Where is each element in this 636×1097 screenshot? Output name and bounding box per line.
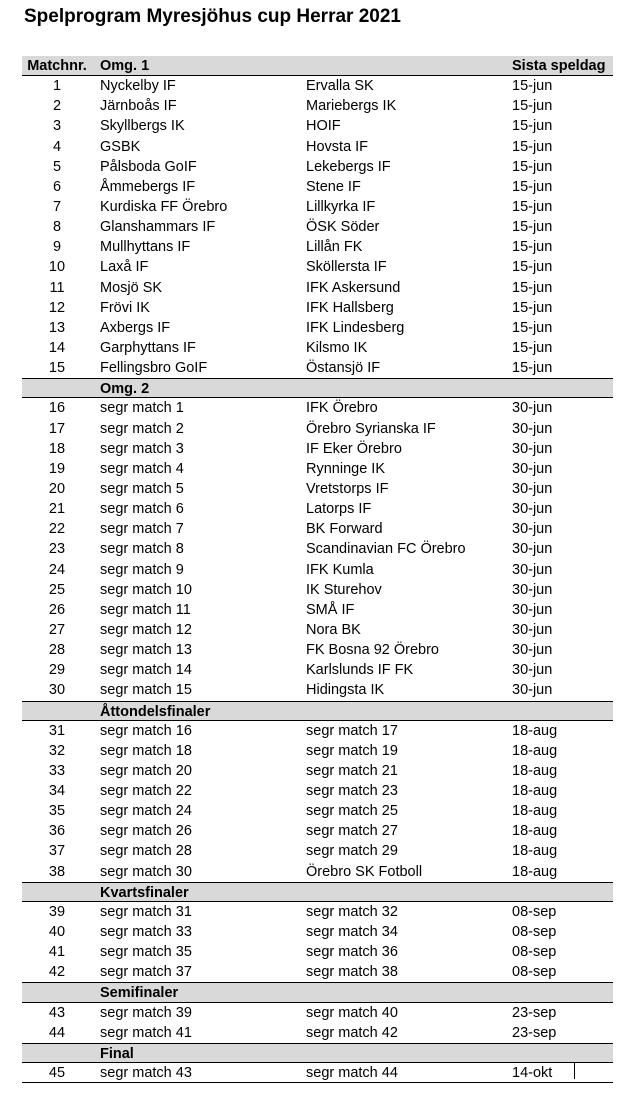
away-team: Hovsta IF — [306, 138, 369, 155]
table-row — [22, 640, 613, 660]
match-number: 37 — [48, 843, 66, 860]
match-number: 19 — [48, 460, 66, 477]
away-team: segr match 21 — [306, 762, 398, 779]
home-team: Skyllbergs IK — [100, 118, 185, 135]
match-number: 38 — [48, 863, 66, 880]
last-play-date: 15-jun — [512, 299, 553, 316]
round-header — [22, 378, 613, 398]
match-number: 35 — [48, 803, 66, 820]
home-team: segr match 43 — [100, 1065, 192, 1082]
last-play-date: 30-jun — [512, 662, 553, 679]
table-row — [22, 580, 613, 600]
home-team: Laxå IF — [100, 259, 149, 276]
match-number: 27 — [48, 621, 66, 638]
table-row — [22, 821, 613, 841]
table-row — [22, 499, 613, 519]
table-row — [22, 660, 613, 680]
table-row — [22, 459, 613, 479]
away-team: SMÅ IF — [306, 601, 355, 618]
home-team: segr match 26 — [100, 823, 192, 840]
home-team: Axbergs IF — [100, 319, 171, 336]
home-team: segr match 15 — [100, 682, 192, 699]
match-number: 21 — [48, 501, 66, 518]
last-play-date: 15-jun — [512, 259, 553, 276]
home-team: segr match 4 — [100, 460, 184, 477]
away-team: segr match 42 — [306, 1024, 398, 1041]
last-play-date: 15-jun — [512, 78, 553, 95]
header-last-day: Sista speldag — [512, 58, 606, 74]
away-team: segr match 23 — [306, 783, 398, 800]
round-header — [22, 1043, 613, 1063]
match-number: 3 — [52, 118, 62, 135]
home-team: segr match 14 — [100, 662, 192, 679]
home-team: segr match 16 — [100, 722, 192, 739]
match-number: 13 — [48, 319, 66, 336]
match-number: 15 — [48, 360, 66, 377]
away-team: Lillkyrka IF — [306, 198, 376, 215]
match-number: 44 — [48, 1024, 66, 1041]
home-team: segr match 30 — [100, 863, 192, 880]
last-play-date: 30-jun — [512, 581, 553, 598]
table-row — [22, 902, 613, 922]
table-row — [22, 318, 613, 338]
match-number: 4 — [52, 138, 62, 155]
match-number: 31 — [48, 722, 66, 739]
away-team: IFK Hallsberg — [306, 299, 394, 316]
last-play-date: 15-jun — [512, 198, 553, 215]
last-play-date: 30-jun — [512, 460, 553, 477]
header-round: Omg. 1 — [100, 58, 150, 74]
table-row — [22, 217, 613, 237]
page-title: Spelprogram Myresjöhus cup Herrar 2021 — [24, 6, 401, 27]
match-number: 41 — [48, 944, 66, 961]
table-row — [22, 781, 613, 801]
last-play-date: 15-jun — [512, 360, 553, 377]
table-row — [22, 922, 613, 942]
away-team: Stene IF — [306, 178, 361, 195]
last-play-date: 30-jun — [512, 601, 553, 618]
home-team: segr match 3 — [100, 440, 184, 457]
away-team: segr match 32 — [306, 903, 398, 920]
round-label: Kvartsfinaler — [100, 884, 189, 901]
away-team: segr match 25 — [306, 803, 398, 820]
table-row — [22, 157, 613, 177]
away-team: ÖSK Söder — [306, 219, 380, 236]
match-number: 7 — [52, 198, 62, 215]
table-row — [22, 479, 613, 499]
match-number: 29 — [48, 662, 66, 679]
away-team: Scandinavian FC Örebro — [306, 541, 466, 558]
last-play-date: 18-aug — [512, 722, 558, 739]
table-row — [22, 358, 613, 378]
away-team: Örebro SK Fotboll — [306, 863, 423, 880]
table-row — [22, 1063, 613, 1083]
last-play-date: 18-aug — [512, 843, 558, 860]
last-play-date: 18-aug — [512, 863, 558, 880]
table-row — [22, 600, 613, 620]
match-number: 14 — [48, 339, 66, 356]
away-team: BK Forward — [306, 521, 383, 538]
table-row — [22, 278, 613, 298]
table-row — [22, 398, 613, 418]
last-play-date: 15-jun — [512, 339, 553, 356]
away-team: Latorps IF — [306, 501, 372, 518]
away-team: segr match 34 — [306, 924, 398, 941]
table-row — [22, 1023, 613, 1043]
match-number: 24 — [48, 561, 66, 578]
home-team: segr match 28 — [100, 843, 192, 860]
away-team: Östansjö IF — [306, 360, 381, 377]
table-row — [22, 801, 613, 821]
table-header — [22, 56, 613, 76]
match-number: 32 — [48, 742, 66, 759]
table-row — [22, 197, 613, 217]
away-team: segr match 44 — [306, 1065, 398, 1082]
last-play-date: 15-jun — [512, 98, 553, 115]
away-team: segr match 27 — [306, 823, 398, 840]
home-team: segr match 11 — [100, 601, 191, 618]
away-team: IFK Askersund — [306, 279, 401, 296]
last-play-date: 15-jun — [512, 319, 553, 336]
home-team: Mullhyttans IF — [100, 239, 191, 256]
away-team: Lekebergs IF — [306, 158, 391, 175]
away-team: IFK Lindesberg — [306, 319, 405, 336]
home-team: Fellingsbro GoIF — [100, 360, 208, 377]
match-number: 39 — [48, 903, 66, 920]
table-row — [22, 560, 613, 580]
away-team: Kilsmo IK — [306, 339, 368, 356]
last-play-date: 30-jun — [512, 440, 553, 457]
home-team: GSBK — [100, 138, 141, 155]
away-team: segr match 19 — [306, 742, 398, 759]
match-number: 30 — [48, 682, 66, 699]
away-team: Ervalla SK — [306, 78, 374, 95]
home-team: Mosjö SK — [100, 279, 163, 296]
match-number: 26 — [48, 601, 66, 618]
match-number: 2 — [52, 98, 62, 115]
away-team: Sköllersta IF — [306, 259, 387, 276]
home-team: segr match 41 — [100, 1024, 192, 1041]
table-row — [22, 741, 613, 761]
last-play-date: 14-okt — [512, 1065, 553, 1082]
home-team: Åmmebergs IF — [100, 178, 196, 195]
table-row — [22, 116, 613, 136]
table-row — [22, 257, 613, 277]
last-play-date: 15-jun — [512, 118, 553, 135]
match-number: 22 — [48, 521, 66, 538]
table-row — [22, 76, 613, 96]
home-team: segr match 2 — [100, 420, 184, 437]
away-team: IFK Örebro — [306, 400, 378, 417]
home-team: segr match 22 — [100, 783, 192, 800]
last-play-date: 30-jun — [512, 521, 553, 538]
table-row — [22, 519, 613, 539]
home-team: Järnboås IF — [100, 98, 177, 115]
table-row — [22, 419, 613, 439]
home-team: segr match 5 — [100, 480, 184, 497]
table-row — [22, 620, 613, 640]
last-play-date: 15-jun — [512, 239, 553, 256]
last-play-date: 30-jun — [512, 480, 553, 497]
last-play-date: 30-jun — [512, 541, 553, 558]
last-play-date: 15-jun — [512, 178, 553, 195]
table-row — [22, 96, 613, 116]
match-number: 33 — [48, 762, 66, 779]
table-row — [22, 539, 613, 559]
schedule-table — [22, 56, 613, 1083]
home-team: segr match 24 — [100, 803, 192, 820]
match-number: 12 — [48, 299, 66, 316]
match-number: 16 — [48, 400, 66, 417]
away-team: Mariebergs IK — [306, 98, 397, 115]
home-team: segr match 12 — [100, 621, 192, 638]
match-number: 1 — [52, 78, 62, 95]
round-label: Omg. 2 — [100, 381, 150, 398]
text-cursor — [574, 1063, 575, 1079]
table-row — [22, 862, 613, 882]
home-team: segr match 18 — [100, 742, 192, 759]
home-team: segr match 33 — [100, 924, 192, 941]
last-play-date: 15-jun — [512, 279, 553, 296]
round-label: Semifinaler — [100, 985, 179, 1002]
last-play-date: 15-jun — [512, 158, 553, 175]
last-play-date: 18-aug — [512, 803, 558, 820]
home-team: segr match 1 — [100, 400, 184, 417]
last-play-date: 30-jun — [512, 400, 553, 417]
home-team: segr match 8 — [100, 541, 184, 558]
away-team: Vretstorps IF — [306, 480, 389, 497]
match-number: 18 — [48, 440, 66, 457]
away-team: HOIF — [306, 118, 341, 135]
last-play-date: 30-jun — [512, 621, 553, 638]
last-play-date: 18-aug — [512, 762, 558, 779]
away-team: Örebro Syrianska IF — [306, 420, 436, 437]
table-row — [22, 298, 613, 318]
table-row — [22, 137, 613, 157]
match-number: 9 — [52, 239, 62, 256]
home-team: segr match 20 — [100, 762, 192, 779]
last-play-date: 30-jun — [512, 420, 553, 437]
match-number: 36 — [48, 823, 66, 840]
match-number: 8 — [52, 219, 62, 236]
home-team: segr match 10 — [100, 581, 192, 598]
away-team: IFK Kumla — [306, 561, 374, 578]
home-team: segr match 6 — [100, 501, 184, 518]
last-play-date: 30-jun — [512, 642, 553, 659]
away-team: IF Eker Örebro — [306, 440, 402, 457]
match-number: 43 — [48, 1004, 66, 1021]
away-team: Hidingsta IK — [306, 682, 385, 699]
away-team: segr match 38 — [306, 964, 398, 981]
header-matchnr: Matchnr. — [27, 58, 87, 74]
home-team: segr match 35 — [100, 944, 192, 961]
last-play-date: 15-jun — [512, 138, 553, 155]
match-number: 34 — [48, 783, 66, 800]
home-team: segr match 37 — [100, 964, 192, 981]
round-label: Åttondelsfinaler — [100, 703, 211, 720]
round-header — [22, 882, 613, 902]
last-play-date: 08-sep — [512, 944, 557, 961]
home-team: Glanshammars IF — [100, 219, 216, 236]
match-number: 40 — [48, 924, 66, 941]
table-row — [22, 841, 613, 861]
last-play-date: 23-sep — [512, 1004, 557, 1021]
last-play-date: 08-sep — [512, 924, 557, 941]
match-number: 17 — [48, 420, 66, 437]
table-row — [22, 942, 613, 962]
home-team: segr match 31 — [100, 903, 192, 920]
match-number: 28 — [48, 642, 66, 659]
away-team: segr match 36 — [306, 944, 398, 961]
table-row — [22, 1003, 613, 1023]
away-team: FK Bosna 92 Örebro — [306, 642, 439, 659]
match-number: 11 — [49, 279, 65, 296]
last-play-date: 30-jun — [512, 561, 553, 578]
match-number: 5 — [52, 158, 62, 175]
home-team: segr match 39 — [100, 1004, 192, 1021]
round-label: Final — [100, 1045, 134, 1062]
home-team: Pålsboda GoIF — [100, 158, 197, 175]
home-team: Garphyttans IF — [100, 339, 196, 356]
table-row — [22, 338, 613, 358]
table-body — [22, 76, 613, 1083]
away-team: Rynninge IK — [306, 460, 385, 477]
away-team: Karlslunds IF FK — [306, 662, 414, 679]
table-row — [22, 962, 613, 982]
table-row — [22, 439, 613, 459]
last-play-date: 08-sep — [512, 964, 557, 981]
match-number: 6 — [52, 178, 62, 195]
round-header — [22, 701, 613, 721]
last-play-date: 30-jun — [512, 501, 553, 518]
away-team: IK Sturehov — [306, 581, 382, 598]
match-number: 20 — [48, 480, 66, 497]
home-team: segr match 7 — [100, 521, 184, 538]
match-number: 42 — [48, 964, 66, 981]
table-row — [22, 680, 613, 700]
last-play-date: 18-aug — [512, 742, 558, 759]
round-header — [22, 982, 613, 1002]
last-play-date: 08-sep — [512, 903, 557, 920]
away-team: segr match 29 — [306, 843, 398, 860]
home-team: segr match 9 — [100, 561, 184, 578]
home-team: segr match 13 — [100, 642, 192, 659]
home-team: Kurdiska FF Örebro — [100, 198, 228, 215]
last-play-date: 30-jun — [512, 682, 553, 699]
table-row — [22, 177, 613, 197]
match-number: 45 — [48, 1065, 66, 1082]
table-row — [22, 721, 613, 741]
home-team: Frövi IK — [100, 299, 150, 316]
last-play-date: 15-jun — [512, 219, 553, 236]
away-team: Nora BK — [306, 621, 361, 638]
match-number: 25 — [48, 581, 66, 598]
last-play-date: 18-aug — [512, 823, 558, 840]
home-team: Nyckelby IF — [100, 78, 176, 95]
away-team: segr match 17 — [306, 722, 398, 739]
table-row — [22, 761, 613, 781]
away-team: segr match 40 — [306, 1004, 398, 1021]
table-row — [22, 237, 613, 257]
last-play-date: 23-sep — [512, 1024, 557, 1041]
last-play-date: 18-aug — [512, 783, 558, 800]
match-number: 23 — [48, 541, 66, 558]
away-team: Lillån FK — [306, 239, 363, 256]
match-number: 10 — [48, 259, 66, 276]
